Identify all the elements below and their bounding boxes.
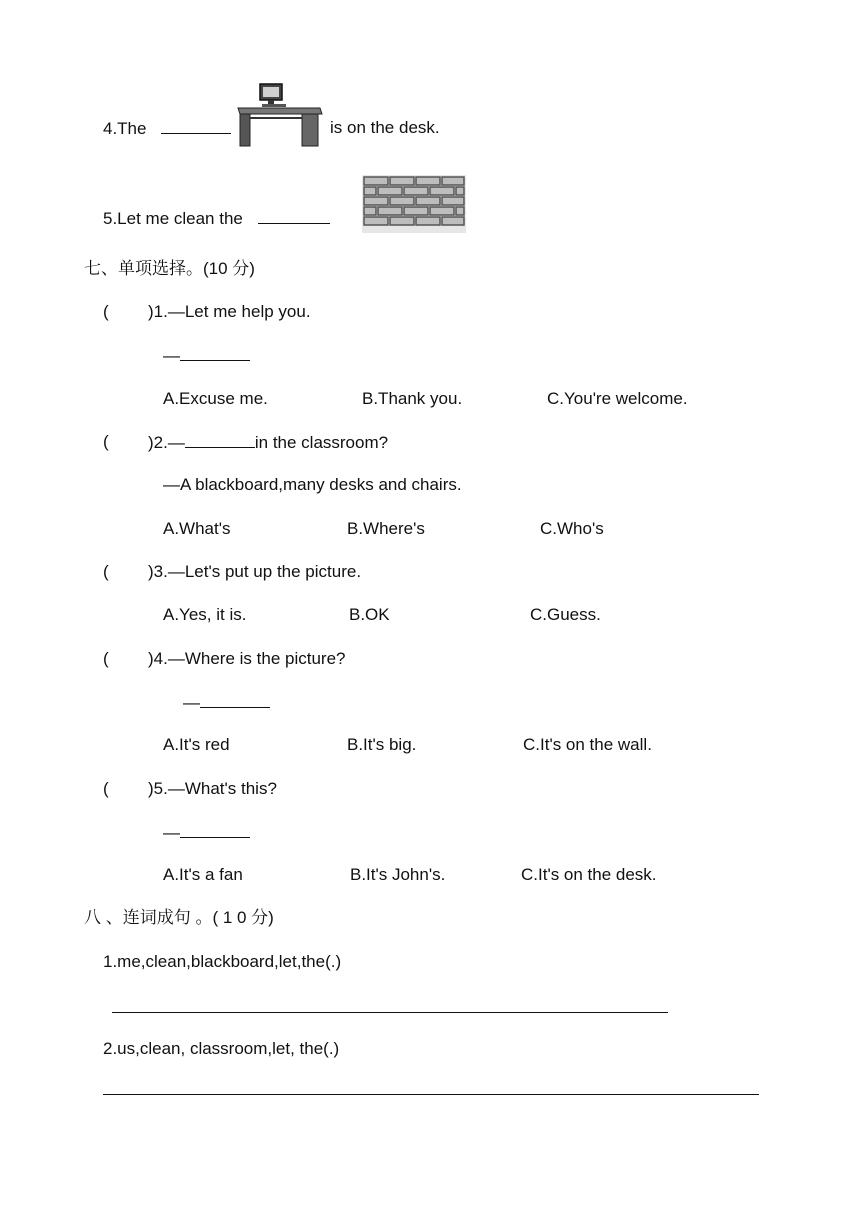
q5-prompt: 5.—What's this? (153, 779, 277, 798)
q1-reply (163, 344, 250, 367)
q2-prompt-before: 2.— (153, 433, 185, 452)
answer-line-2[interactable] (103, 1094, 759, 1095)
q2-paren-close: ) (148, 433, 154, 452)
q5-paren-close: ) (148, 779, 154, 798)
q2-blank[interactable] (185, 431, 255, 448)
computer-desk-icon (236, 82, 324, 148)
q3-prompt-row (148, 561, 361, 583)
q5-option-c[interactable]: C.It's on the desk. (521, 865, 657, 884)
q2-paren-open[interactable]: ( (103, 432, 109, 451)
q4-reply-blank[interactable] (200, 691, 270, 708)
q3-option-b[interactable]: B.OK (349, 605, 390, 624)
q4-prompt-row (148, 648, 345, 670)
item4-text-before: 4.The (103, 119, 147, 138)
q5-reply-blank[interactable] (180, 821, 250, 838)
q1-prompt: 1.—Let me help you. (153, 302, 311, 321)
q4-option-c[interactable]: C.It's on the wall. (523, 735, 652, 754)
q2-option-c[interactable]: C.Who's (540, 519, 604, 538)
q2-prompt-row (148, 431, 388, 454)
item5-blank[interactable] (258, 207, 330, 224)
fill-item-5 (103, 207, 330, 230)
q4-reply-dash: — (183, 693, 200, 712)
fill-item-4 (103, 117, 231, 140)
q4-prompt: 4.—Where is the picture? (153, 649, 346, 668)
q5-option-b[interactable]: B.It's John's. (350, 865, 446, 884)
q4-paren-close: ) (148, 649, 154, 668)
q5-prompt-row (148, 778, 277, 800)
q3-prompt: 3.—Let's put up the picture. (153, 562, 362, 581)
answer-line-1[interactable] (112, 1012, 668, 1013)
q1-reply-blank[interactable] (180, 344, 250, 361)
q1-option-b[interactable]: B.Thank you. (362, 389, 463, 408)
q1-option-c[interactable]: C.You're welcome. (547, 389, 688, 408)
q5-paren-open[interactable]: ( (103, 779, 109, 798)
q4-paren-open[interactable]: ( (103, 649, 109, 668)
q2-option-a[interactable]: A.What's (163, 519, 231, 538)
item4-blank[interactable] (161, 117, 231, 134)
sentence-item-1: 1.me,clean,blackboard,let,the(.) (103, 952, 342, 971)
q1-prompt-row (148, 301, 311, 323)
q4-option-a[interactable]: A.It's red (163, 735, 230, 754)
q5-reply-dash: — (163, 823, 180, 842)
q5-option-a[interactable]: A.It's a fan (163, 865, 243, 884)
q1-option-a[interactable]: A.Excuse me. (163, 389, 268, 408)
q1-paren-open[interactable]: ( (103, 302, 109, 321)
q3-option-c[interactable]: C.Guess. (530, 605, 601, 624)
q1-reply-dash: — (163, 346, 180, 365)
q3-paren-close: ) (148, 562, 154, 581)
brick-wall-icon (362, 175, 466, 233)
q4-option-b[interactable]: B.It's big. (347, 735, 417, 754)
q1-paren-close: ) (148, 302, 154, 321)
sentence-item-2: 2.us,clean, classroom,let, the(.) (103, 1039, 340, 1058)
section8-heading: 八 、连词成句 。( 1 0 分) (84, 908, 274, 927)
q2-prompt-after: in the classroom? (254, 433, 389, 452)
item4-text-after: is on the desk. (330, 118, 440, 137)
q2-reply: —A blackboard,many desks and chairs. (163, 475, 462, 494)
item5-text: 5.Let me clean the (103, 209, 243, 228)
q5-reply (163, 821, 250, 844)
q4-reply (183, 691, 270, 714)
q3-paren-open[interactable]: ( (103, 562, 109, 581)
q3-option-a[interactable]: A.Yes, it is. (163, 605, 247, 624)
q2-option-b[interactable]: B.Where's (347, 519, 425, 538)
section7-heading: 七、单项选择。(10 分) (84, 259, 255, 278)
